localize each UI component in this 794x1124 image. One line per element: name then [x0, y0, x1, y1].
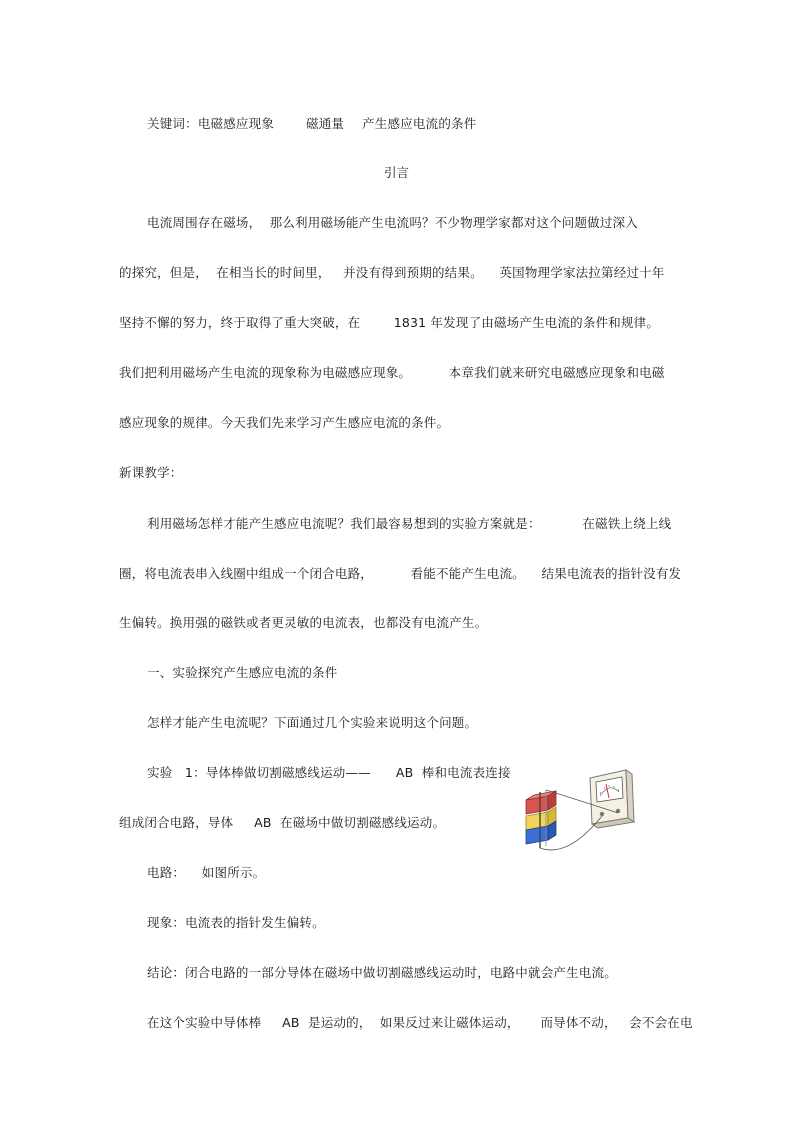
lesson-line-1: 利用磁场怎样才能产生感应电流呢？我们最容易想到的实验方案就是： 在磁铁上绕上线 [147, 516, 672, 531]
keyword-2: 磁通量 [306, 116, 345, 131]
lesson-line-3: 生偏转。换用强的磁铁或者更灵敏的电流表，也都没有电流产生。 [119, 615, 488, 630]
experiment1-circuit: 电路： 如图所示。 [147, 865, 266, 880]
experiment1-line-2: 组成闭合电路，导体 AB 在磁场中做切割磁感线运动。 [119, 815, 446, 830]
keywords-label: 关键词： [147, 116, 198, 131]
intro-line-4: 我们把利用磁场产生电流的现象称为电磁感应现象。 本章我们就来研究电磁感应现象和电磁 [119, 365, 665, 380]
intro-heading: 引言 [384, 165, 410, 180]
experiment-illustration [518, 760, 648, 864]
intro-line-3: 坚持不懈的努力，终于取得了重大突破，在 1831 年发现了由磁场产生电流的条件和规律。 [119, 315, 660, 330]
galvanometer [590, 770, 634, 828]
lesson-line-2: 圈，将电流表串入线圈中组成一个闭合电路， 看能不能产生电流。 结果电流表的指针没有发 [119, 566, 682, 581]
intro-line-2: 的探究，但是， 在相当长的时间里， 并没有得到预期的结果。 英国物理学家法拉第经过十年 [119, 265, 665, 280]
keywords-line [147, 116, 476, 132]
section1-heading: 一、实验探究产生感应电流的条件 [147, 665, 338, 680]
intro-line-1: 电流周围存在磁场， 那么利用磁场能产生电流吗？不少物理学家都对这个问题做过深入 [147, 215, 638, 230]
experiment1-phenomenon: 现象：电流表的指针发生偏转。 [147, 915, 325, 930]
new-lesson-heading: 新课教学： [119, 465, 183, 480]
magnet [526, 790, 556, 848]
keyword-3: 产生感应电流的条件 [362, 116, 477, 131]
intro-line-5: 感应现象的规律。今天我们先来学习产生感应电流的条件。 [119, 415, 450, 430]
experiment1-conclusion: 结论：闭合电路的一部分导体在磁场中做切割磁感线运动时，电路中就会产生电流。 [147, 965, 617, 980]
section1-intro: 怎样才能产生电流呢？下面通过几个实验来说明这个问题。 [147, 715, 478, 730]
magnet-galvanometer-diagram [518, 760, 648, 864]
experiment1-followup: 在这个实验中导体棒 AB 是运动的， 如果反过来让磁体运动， 而导体不动， 会不会在电 [147, 1015, 693, 1030]
keyword-1: 电磁感应现象 [197, 116, 275, 131]
experiment1-line-1: 实验 1：导体棒做切割磁感线运动—— AB 棒和电流表连接 [147, 765, 511, 780]
